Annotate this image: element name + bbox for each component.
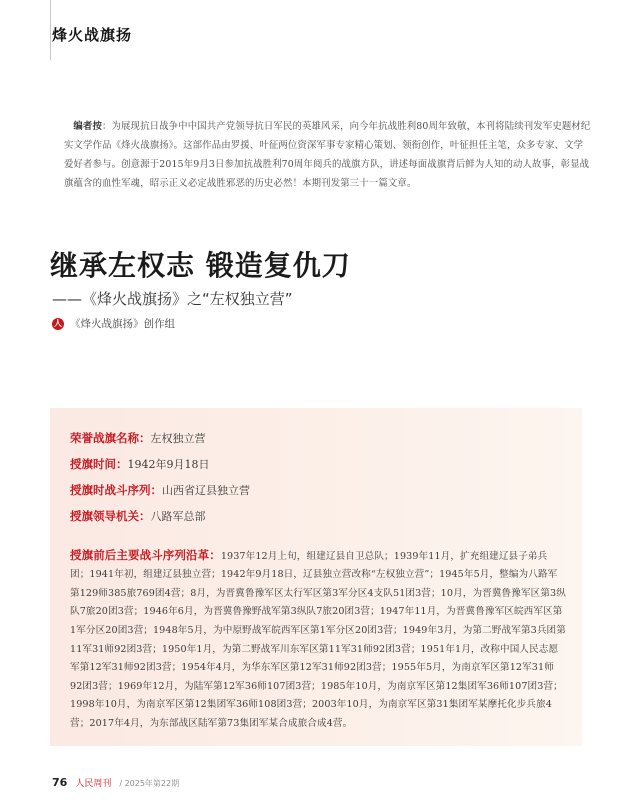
page-number: 76	[52, 776, 68, 789]
award-time-row	[70, 456, 210, 472]
issue-number: / 2025年第22期	[119, 779, 180, 788]
award-time-key: 授旗时间：	[70, 457, 128, 471]
column-rule	[50, 0, 51, 60]
article-headline: 继承左权志 锻造复仇刀	[50, 249, 351, 282]
article-subheadline: ——《烽火战旗扬》之“左权独立营”	[52, 290, 293, 308]
flag-info-box	[50, 408, 582, 746]
authority-row	[70, 508, 206, 524]
sequence-key: 授旗时战斗序列：	[70, 483, 162, 497]
honor-name-value: 左权独立营	[150, 432, 206, 445]
authority-key: 授旗领导机关：	[70, 509, 151, 523]
honor-name-row	[70, 430, 206, 446]
history-paragraph	[70, 546, 566, 734]
editor-note-label: 编者按	[73, 121, 102, 133]
magazine-name: 人民周刊	[75, 779, 112, 789]
column-title: 烽火战旗扬	[52, 26, 133, 44]
editor-note-text: ：为展现抗日战争中中国共产党领导抗日军民的英雄风采，向今年抗战胜利80周年致敬，本刊将陆续刊发军史题材纪实文学作品《烽火战旗扬》。这部作品由罗援、叶征两位资深军事专家精心策划、领衔创作，叶征担任主笔，众多专家、文学爱好者参与。创意源于2015年9月3日参加抗战胜利70周年阅兵的战旗方队，讲述每面战旗背后鲜为人知的动人故事，彰显战旗蕴含的血性军魂，昭示正义必定战胜邪恶的历史必然！本期刊发第三十一篇文章。	[64, 121, 591, 190]
sequence-value: 山西省辽县独立营	[162, 484, 250, 497]
authority-value: 八路军总部	[150, 510, 206, 523]
award-time-value: 1942年9月18日	[127, 458, 210, 471]
page-footer	[52, 776, 179, 789]
honor-name-key: 荣誉战旗名称：	[70, 431, 151, 445]
sequence-row	[70, 482, 250, 498]
author-logo-icon: 人	[54, 319, 62, 328]
editor-note	[64, 117, 592, 193]
history-key: 授旗前后主要战斗序列沿革：	[70, 547, 221, 562]
author-row	[52, 316, 175, 331]
author-name: 《烽火战旗扬》创作组	[70, 318, 175, 330]
history-value: 1937年12月上旬，组建辽县自卫总队；1939年11月，扩充组建辽县子弟兵团；1941年初，组建辽县独立营；1942年9月18日，辽县独立营改称“左权独立营”；1945年5月，整编为八路军第129师385旅769团4营；8月，为晋冀鲁豫军区太行军区第3军分区4支队51团3营；10月，为晋冀鲁豫军区第3纵队7旅20团3营；1946年6月，为晋冀鲁豫野战军第3纵队7旅20团3营；1947年11月，为晋冀鲁豫军区皖西军区第1军分区20团3营；1948年5月，为中原野战军皖西军区第1军分区20团3营；1949年3月，为第二野战军第3兵团第11军31师92团3营；1950年1月，为第二野战军川东军区第11军31师92团3营；1951年1月，改称中国人民志愿军第12军31师92团3营；1954年4月，为华东军区第12军31师92团3营；1955年5月，为南京军区第12军31师92团3营；1969年12月，为陆军第12军36师107团3营；1985年10月，为南京军区第12集团军36师107团3营；1998年10月，为南京军区第12集团军36师108团3营；2003年10月，为南京军区第31集团军某摩托化步兵旅4营；2017年4月，为东部战区陆军第73集团军某合成旅合成4营。	[70, 550, 566, 729]
